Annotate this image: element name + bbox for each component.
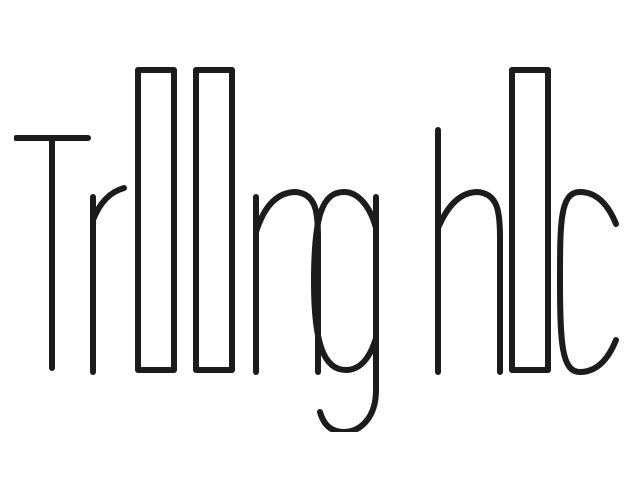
caption-glyphs [14,52,626,432]
caption-text [14,52,626,432]
missing-glyph-box-2 [196,70,232,370]
missing-glyph-box-3 [512,70,548,370]
glyph-T [16,138,88,368]
glyph-g [314,192,376,432]
missing-glyph-box-1 [138,70,174,370]
glyph-n [256,192,318,372]
glyph-h [438,130,500,372]
glyph-c [560,192,616,372]
glyph-r [93,188,124,372]
